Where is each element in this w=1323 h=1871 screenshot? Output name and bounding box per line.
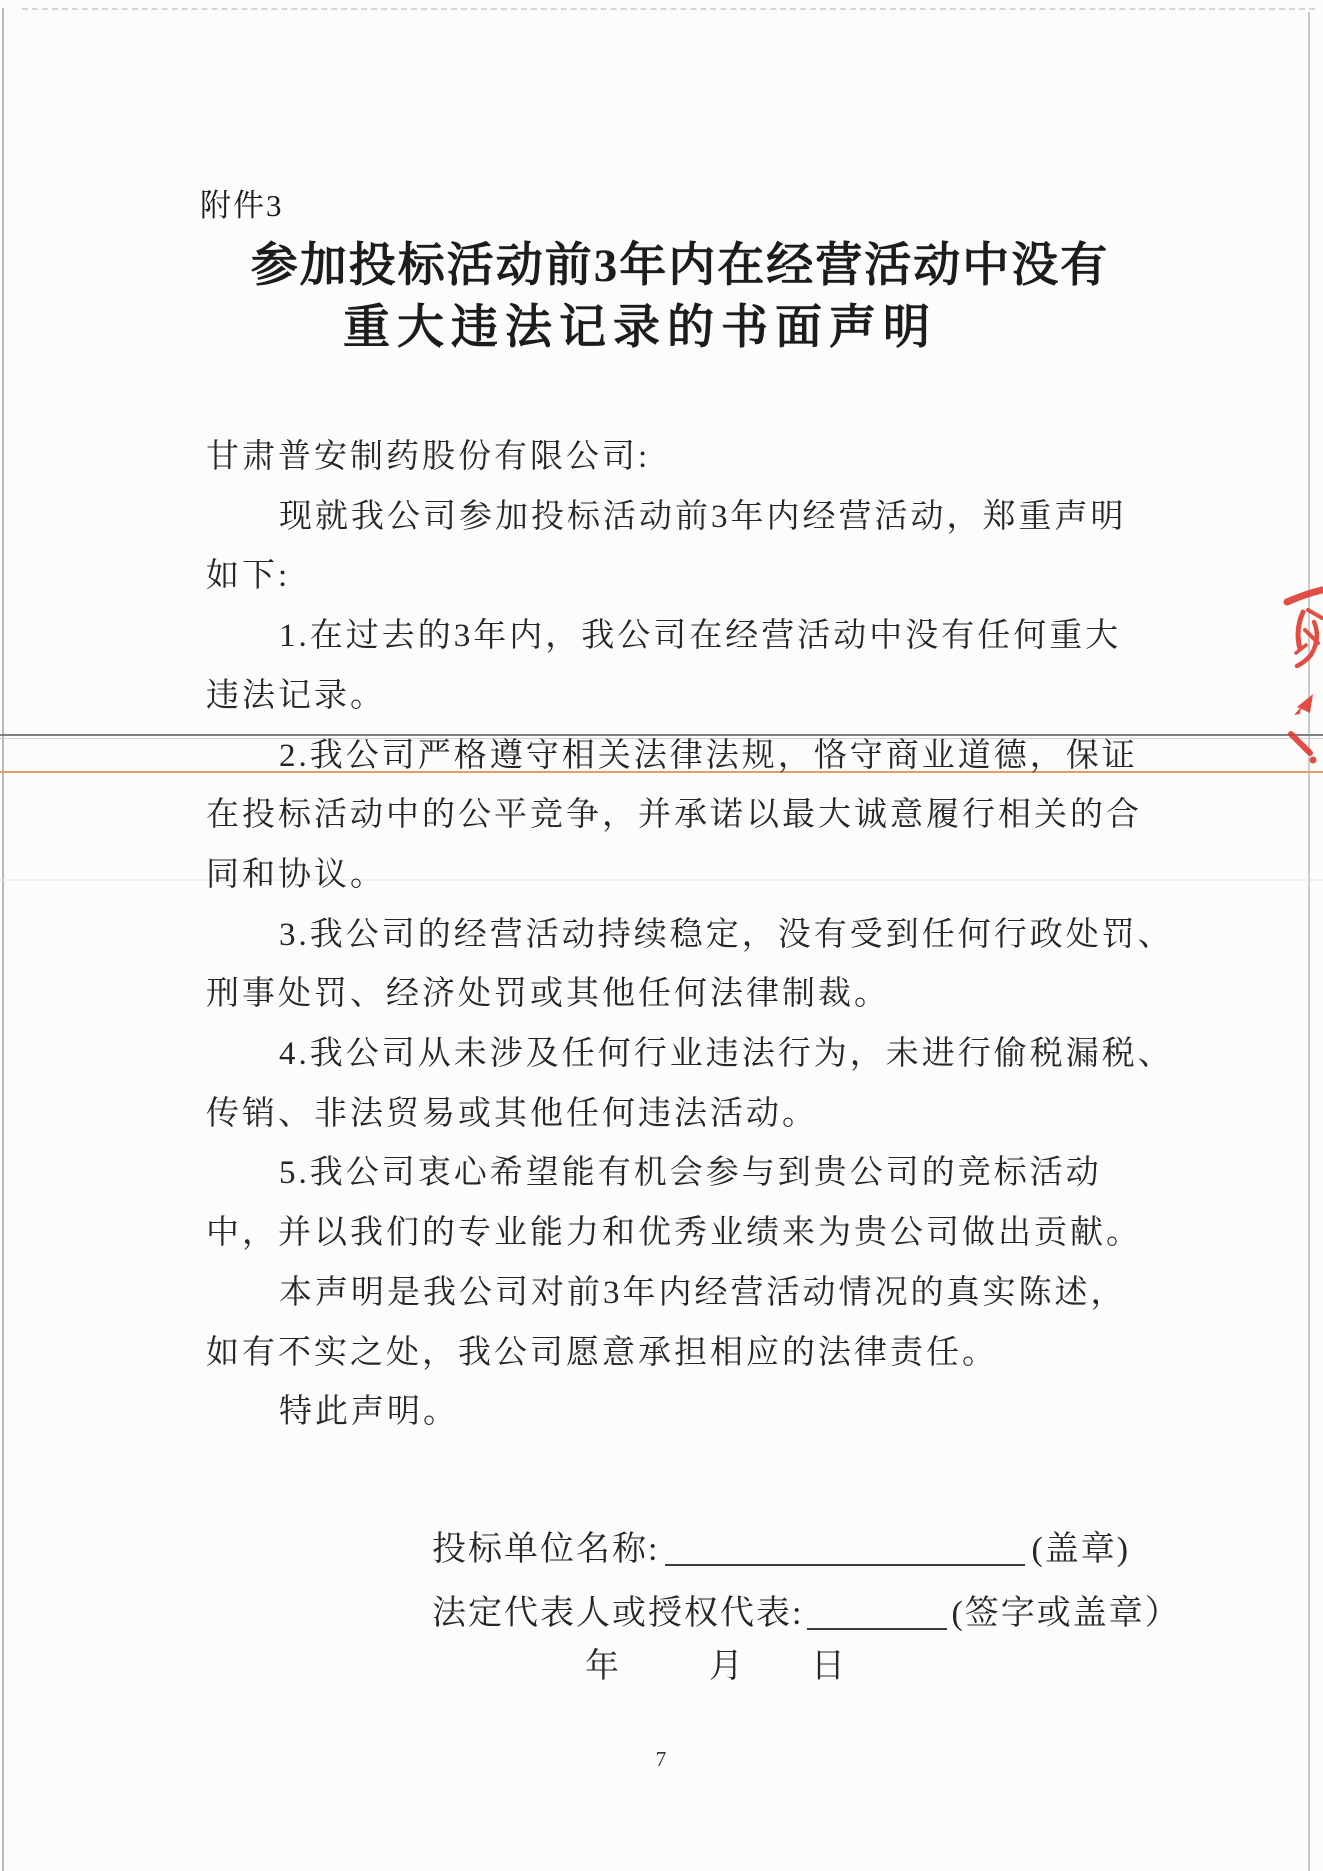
body-line: 本声明是我公司对前3年内经营活动情况的真实陈述，	[279, 1274, 1127, 1311]
body-line: 甘肃普安制药股份有限公司:	[206, 439, 651, 475]
bidder-name-label: 投标单位名称:	[432, 1531, 660, 1568]
legal-representative-blank	[807, 1594, 947, 1630]
body-line: 如有不实之处，我公司愿意承担相应的法律责任。	[206, 1334, 998, 1371]
legal-representative-label: 法定代表人或授权代表:	[432, 1595, 804, 1632]
date-day-label: 日	[811, 1648, 847, 1685]
body-line: 刑事处罚、经济处罚或其他任何法律制裁。	[206, 976, 890, 1013]
bidder-name-line	[432, 1521, 1130, 1570]
scan-edge-top-line	[22, 8, 1315, 10]
date-line	[585, 1638, 847, 1687]
page-number: 7	[655, 1747, 668, 1771]
body-line: 特此声明。	[279, 1394, 459, 1431]
date-year-label: 年	[585, 1648, 621, 1685]
body-line: 4.我公司从未涉及任何行业违法行为，未进行偷税漏税、	[279, 1036, 1174, 1073]
bidder-name-blank	[665, 1530, 1025, 1566]
attachment-label: 附件3	[200, 188, 284, 223]
body-line: 现就我公司参加投标活动前3年内经营活动，郑重声明	[279, 498, 1127, 535]
body-line: 违法记录。	[206, 677, 386, 714]
date-month-label: 月	[709, 1648, 745, 1685]
legal-representative-seal-note: (签字或盖章）	[951, 1595, 1181, 1632]
document-title-line1: 参加投标活动前3年内在经营活动中没有	[250, 240, 1110, 292]
body-line: 在投标活动中的公平竞争，并承诺以最大诚意履行相关的合	[206, 797, 1142, 834]
body-line: 2.我公司严格遵守相关法律法规，恪守商业道德，保证	[279, 737, 1138, 774]
body-line: 同和协议。	[206, 856, 386, 893]
body-line: 5.我公司衷心希望能有机会参与到贵公司的竞标活动	[279, 1155, 1102, 1192]
document-title-line2: 重大违法记录的书面声明	[343, 302, 937, 354]
declaration-body	[206, 428, 1174, 1443]
body-line: 如下:	[206, 558, 291, 595]
bidder-seal-note: (盖章)	[1031, 1531, 1131, 1568]
body-line: 1.在过去的3年内，我公司在经营活动中没有任何重大	[279, 618, 1122, 655]
body-line: 中，并以我们的专业能力和优秀业绩来为贵公司做出贡献。	[206, 1215, 1142, 1252]
legal-representative-line	[432, 1585, 1181, 1634]
body-line: 3.我公司的经营活动持续稳定，没有受到任何行政处罚、	[279, 916, 1174, 953]
red-ink-mark	[1263, 575, 1323, 775]
body-line: 传销、非法贸易或其他任何违法活动。	[206, 1095, 818, 1132]
